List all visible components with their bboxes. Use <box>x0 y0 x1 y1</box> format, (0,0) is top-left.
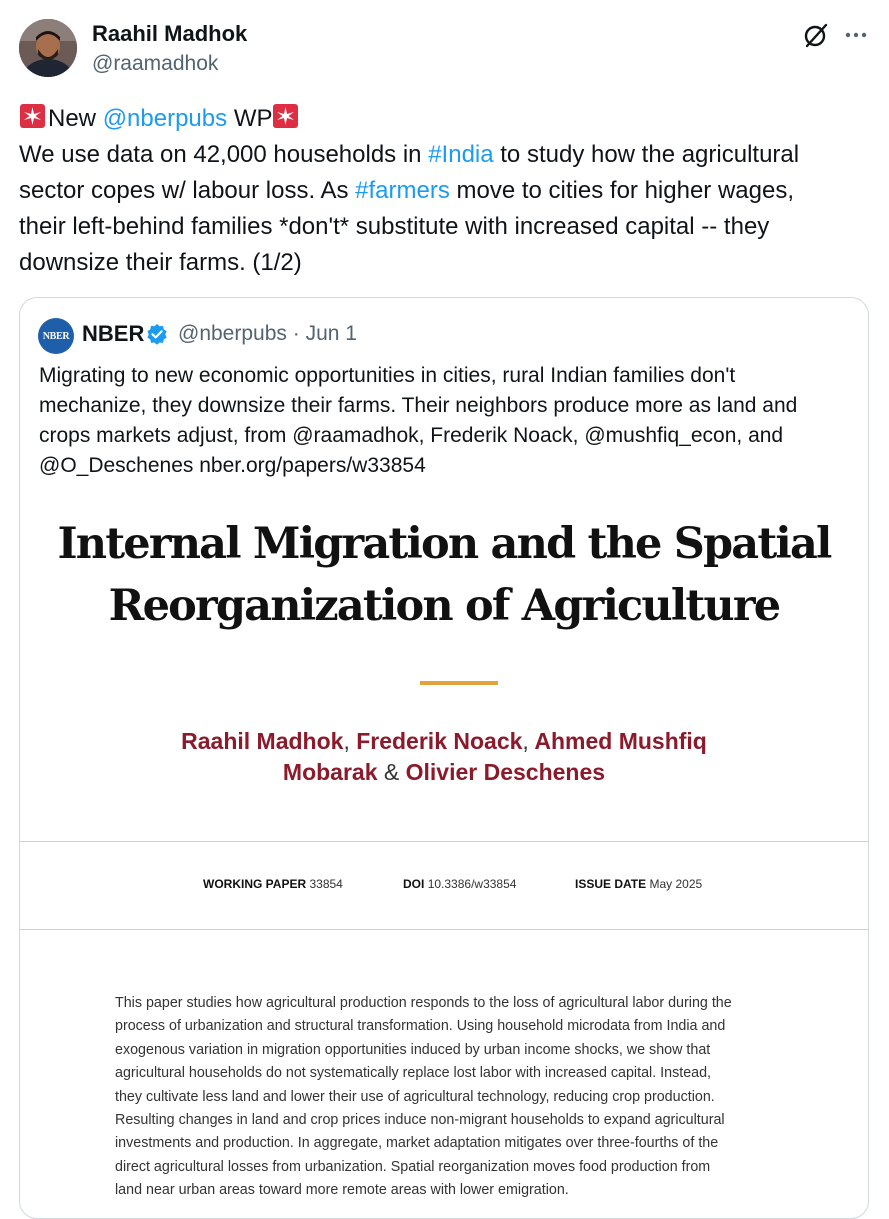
paper-abstract <box>115 992 815 1203</box>
nber-avatar-text: NBER <box>42 330 70 342</box>
paper-author: Raahil Madhok <box>181 728 344 754</box>
mention-nberpubs-link[interactable]: @nberpubs <box>102 105 228 132</box>
meta-separator: · <box>292 322 300 345</box>
gold-divider <box>420 681 498 685</box>
abstract-line: investments and production. In aggregate, market adaptation mitigates over three-fourths of the <box>115 1135 719 1152</box>
more-icon[interactable] <box>842 21 870 49</box>
tweet-line-4: their left-behind families *don't* substitute with increased capital -- they <box>19 213 770 240</box>
tweet-line-1-post: WP <box>233 105 273 132</box>
tweet-line-3-pre: sector copes w/ labour loss. As <box>19 177 349 204</box>
paper-authors-line-2 <box>20 756 868 788</box>
quote-line: crops markets adjust, from @raamadhok, Frederik Noack, @mushfiq_econ, and <box>39 424 784 447</box>
quote-date[interactable]: Jun 1 <box>305 322 357 345</box>
hashtag-india-link[interactable]: #India <box>428 141 494 168</box>
quote-author-handle[interactable]: @nberpubs <box>178 322 287 345</box>
abstract-line: This paper studies how agricultural production responds to the loss of agricultural labor during the <box>115 995 732 1011</box>
nber-avatar[interactable] <box>38 318 74 354</box>
issue-date-value: May 2025 <box>649 877 703 891</box>
paper-author: Frederik Noack <box>356 728 523 754</box>
abstract-line: direct agricultural losses from urbanization. Spatial reorganization moves food production from <box>115 1158 711 1175</box>
quote-line: mechanize, they downsize their farms. Their neighbors produce more as land and <box>39 394 798 417</box>
quote-line: Migrating to new economic opportunities in cities, rural Indian families don't <box>39 364 736 387</box>
verified-badge-icon <box>146 323 168 345</box>
author-avatar[interactable] <box>19 19 77 77</box>
author-handle[interactable]: @raamadhok <box>92 52 219 75</box>
paper-author: Ahmed Mushfiq <box>534 728 707 754</box>
hashtag-farmers-link[interactable]: #farmers <box>355 177 450 204</box>
paper-title-line-2: Reorganization of Agriculture <box>108 581 780 631</box>
tweet-line-1-pre: New <box>48 105 97 132</box>
paper-author: Mobarak <box>282 759 378 785</box>
quote-text <box>39 361 859 481</box>
tweet-line-5: downsize their farms. (1/2) <box>19 249 302 276</box>
tweet-line-2 <box>19 137 869 173</box>
author-name[interactable]: Raahil Madhok <box>92 21 248 46</box>
quote-mention-link: @O_Deschenes <box>39 454 194 477</box>
paper-title-line-1: Internal Migration and the Spatial <box>57 519 831 569</box>
paper-author: Olivier Deschenes <box>405 759 606 785</box>
working-paper-value: 33854 <box>309 877 343 891</box>
abstract-line: process of urbanization and structural transformation. Using household microdata from India and <box>115 1018 726 1035</box>
tweet-line-3 <box>19 173 869 209</box>
quote-line-4 <box>39 451 859 481</box>
abstract-line: land near urban areas toward more remote areas with lower emigration. <box>115 1182 569 1199</box>
quote-meta <box>178 320 357 348</box>
paper-url-link: nber.org/papers/w33854 <box>199 454 426 477</box>
paper-issue-date <box>575 877 702 891</box>
siren-emoji-icon <box>19 103 46 129</box>
quote-author-name[interactable]: NBER <box>82 321 145 346</box>
tweet-line-1 <box>19 101 869 137</box>
doi-label: DOI <box>403 877 425 891</box>
tweet-line-3-post: move to cities for higher wages, <box>456 177 795 204</box>
abstract-line: agricultural households do not systematically replace lost labor with increased capital. Instead, <box>115 1065 712 1082</box>
abstract-line: exogenous variation in migration opportunities induced by urban income shocks, we show that <box>115 1041 711 1058</box>
tweet-line-2-pre: We use data on 42,000 households in <box>19 141 422 168</box>
paper-doi <box>403 877 516 891</box>
doi-value: 10.3386/w33854 <box>427 877 517 891</box>
grok-icon[interactable] <box>802 21 830 49</box>
author-separator: , <box>343 728 350 754</box>
tweet-text <box>19 101 869 281</box>
paper-divider <box>20 841 868 842</box>
working-paper-label: WORKING PAPER <box>203 877 307 891</box>
abstract-line: Resulting changes in land and crop prices induce non-migrant households to expand agricultural <box>115 1112 725 1129</box>
siren-emoji-icon <box>272 103 299 129</box>
working-paper-number <box>203 877 343 891</box>
issue-date-label: ISSUE DATE <box>575 877 647 891</box>
tweet-line-2-post: to study how the agricultural <box>500 141 800 168</box>
author-separator: , <box>522 728 529 754</box>
abstract-line: they cultivate less land and lower their use of agricultural technology, reducing crop production. <box>115 1088 715 1105</box>
paper-authors-line-1 <box>20 725 868 757</box>
author-ampersand: & <box>383 759 400 785</box>
paper-divider <box>20 929 868 930</box>
quoted-tweet-card[interactable] <box>19 297 869 1219</box>
